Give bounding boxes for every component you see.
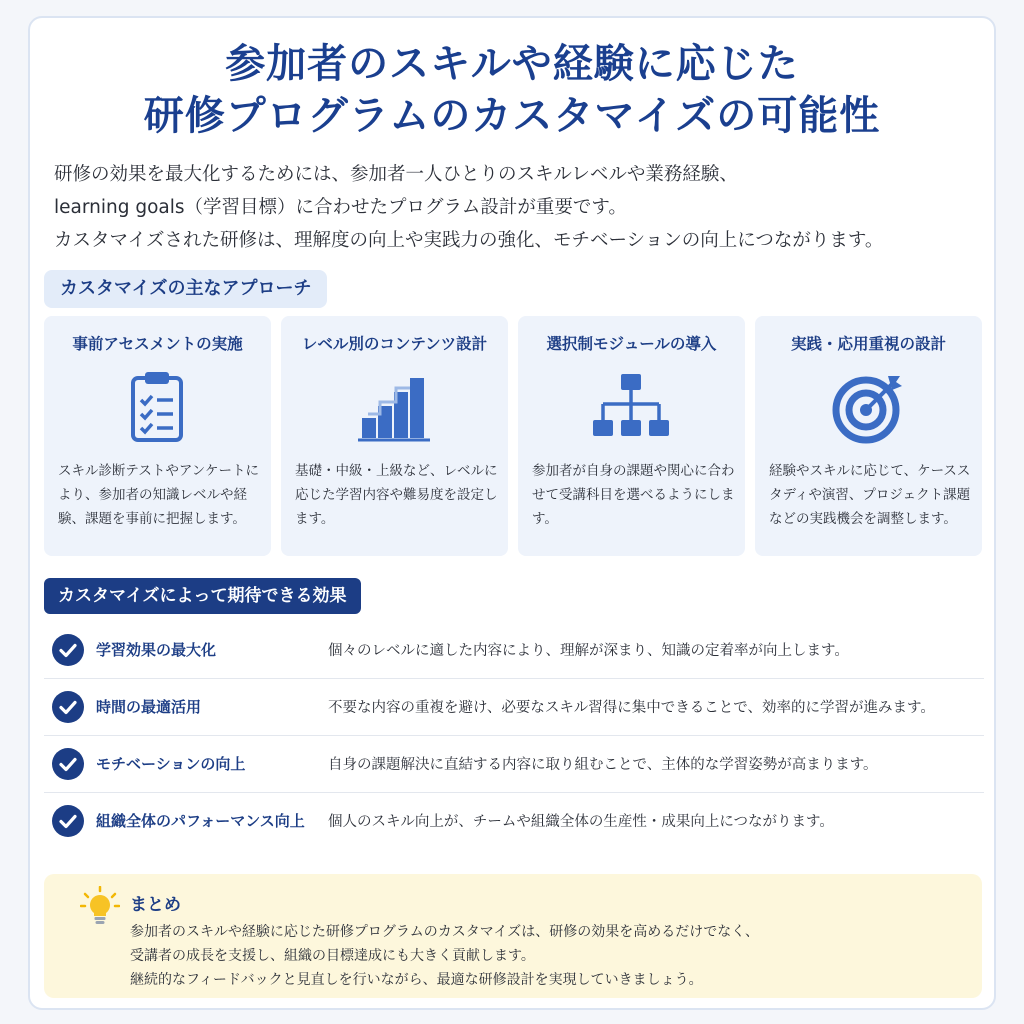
summary-box (44, 874, 982, 998)
summary-title: まとめ (130, 895, 181, 915)
effect-item (44, 793, 984, 850)
intro-line: learning goals（学習目標）に合わせたプログラム設計が重要です。 (54, 197, 627, 218)
approaches-heading: カスタマイズの主なアプローチ (44, 270, 327, 308)
clipboard-checklist-icon (117, 368, 197, 448)
lightbulb-icon (80, 886, 120, 926)
effect-item (44, 736, 984, 793)
intro-line: カスタマイズされた研修は、理解度の向上や実践力の強化、モチベーションの向上につながります。 (54, 230, 884, 251)
intro-line: 研修の効果を最大化するためには、参加者一人ひとりのスキルレベルや業務経験、 (54, 164, 738, 185)
hierarchy-modules-icon (591, 368, 671, 448)
target-arrow-icon (828, 368, 908, 448)
title-line-2: 研修プログラムのカスタマイズの可能性 (143, 93, 881, 139)
card-title: 実践・応用重視の設計 (790, 335, 946, 353)
effect-description: 個々のレベルに適した内容により、理解が深まり、知識の定着率が向上します。 (328, 643, 849, 659)
card-title: レベル別のコンテンツ設計 (301, 335, 488, 353)
card-title: 選択制モジュールの導入 (546, 335, 717, 353)
effect-item (44, 679, 984, 736)
effect-description: 個人のスキル向上が、チームや組織全体の生産性・成果向上につながります。 (328, 814, 834, 830)
check-circle-icon (52, 691, 84, 723)
summary-line: 継続的なフィードバックと見直しを行いながら、最適な研修設計を実現していきましょう。 (130, 972, 703, 988)
card-text: 参加者が自身の課題や関心に合わせて受講科目を選べるようにします。 (532, 463, 735, 527)
document-page (28, 16, 996, 1010)
effect-name: 時間の最適活用 (96, 698, 202, 716)
summary-line: 参加者のスキルや経験に応じた研修プログラムのカスタマイズは、研修の効果を高めるだけでなく、 (130, 924, 760, 940)
summary-line: 受講者の成長を支援し、組織の目標達成にも大きく貢献します。 (130, 948, 535, 964)
effect-name: 組織全体のパフォーマンス向上 (96, 812, 305, 830)
effect-name: モチベーションの向上 (96, 755, 246, 773)
check-circle-icon (52, 805, 84, 837)
effects-list (44, 622, 984, 850)
bar-chart-steps-icon (354, 368, 434, 448)
check-circle-icon (52, 748, 84, 780)
intro-paragraph (54, 158, 984, 257)
card-title: 事前アセスメントの実施 (72, 335, 243, 353)
check-circle-icon (52, 634, 84, 666)
effect-item (44, 622, 984, 679)
card-text: 経験やスキルに応じて、ケーススタディや演習、プロジェクト課題などの実践機会を調整します。 (769, 463, 971, 527)
approach-card (755, 316, 982, 556)
effects-heading: カスタマイズによって期待できる効果 (44, 578, 361, 614)
card-text: スキル診断テストやアンケートにより、参加者の知識レベルや経験、課題を事前に把握します。 (58, 463, 260, 527)
summary-text (130, 920, 960, 992)
approach-cards (44, 316, 982, 556)
page-title (30, 38, 994, 142)
approach-card (44, 316, 271, 556)
effect-name: 学習効果の最大化 (96, 641, 217, 659)
effect-description: 自身の課題解決に直結する内容に取り組むことで、主体的な学習姿勢が高まります。 (328, 757, 878, 773)
approach-card (518, 316, 745, 556)
effect-description: 不要な内容の重複を避け、必要なスキル習得に集中できることで、効率的に学習が進みます。 (328, 700, 935, 716)
approach-card (281, 316, 508, 556)
card-text: 基礎・中級・上級など、レベルに応じた学習内容や難易度を設定します。 (295, 463, 498, 527)
title-line-1: 参加者のスキルや経験に応じた (225, 41, 799, 87)
